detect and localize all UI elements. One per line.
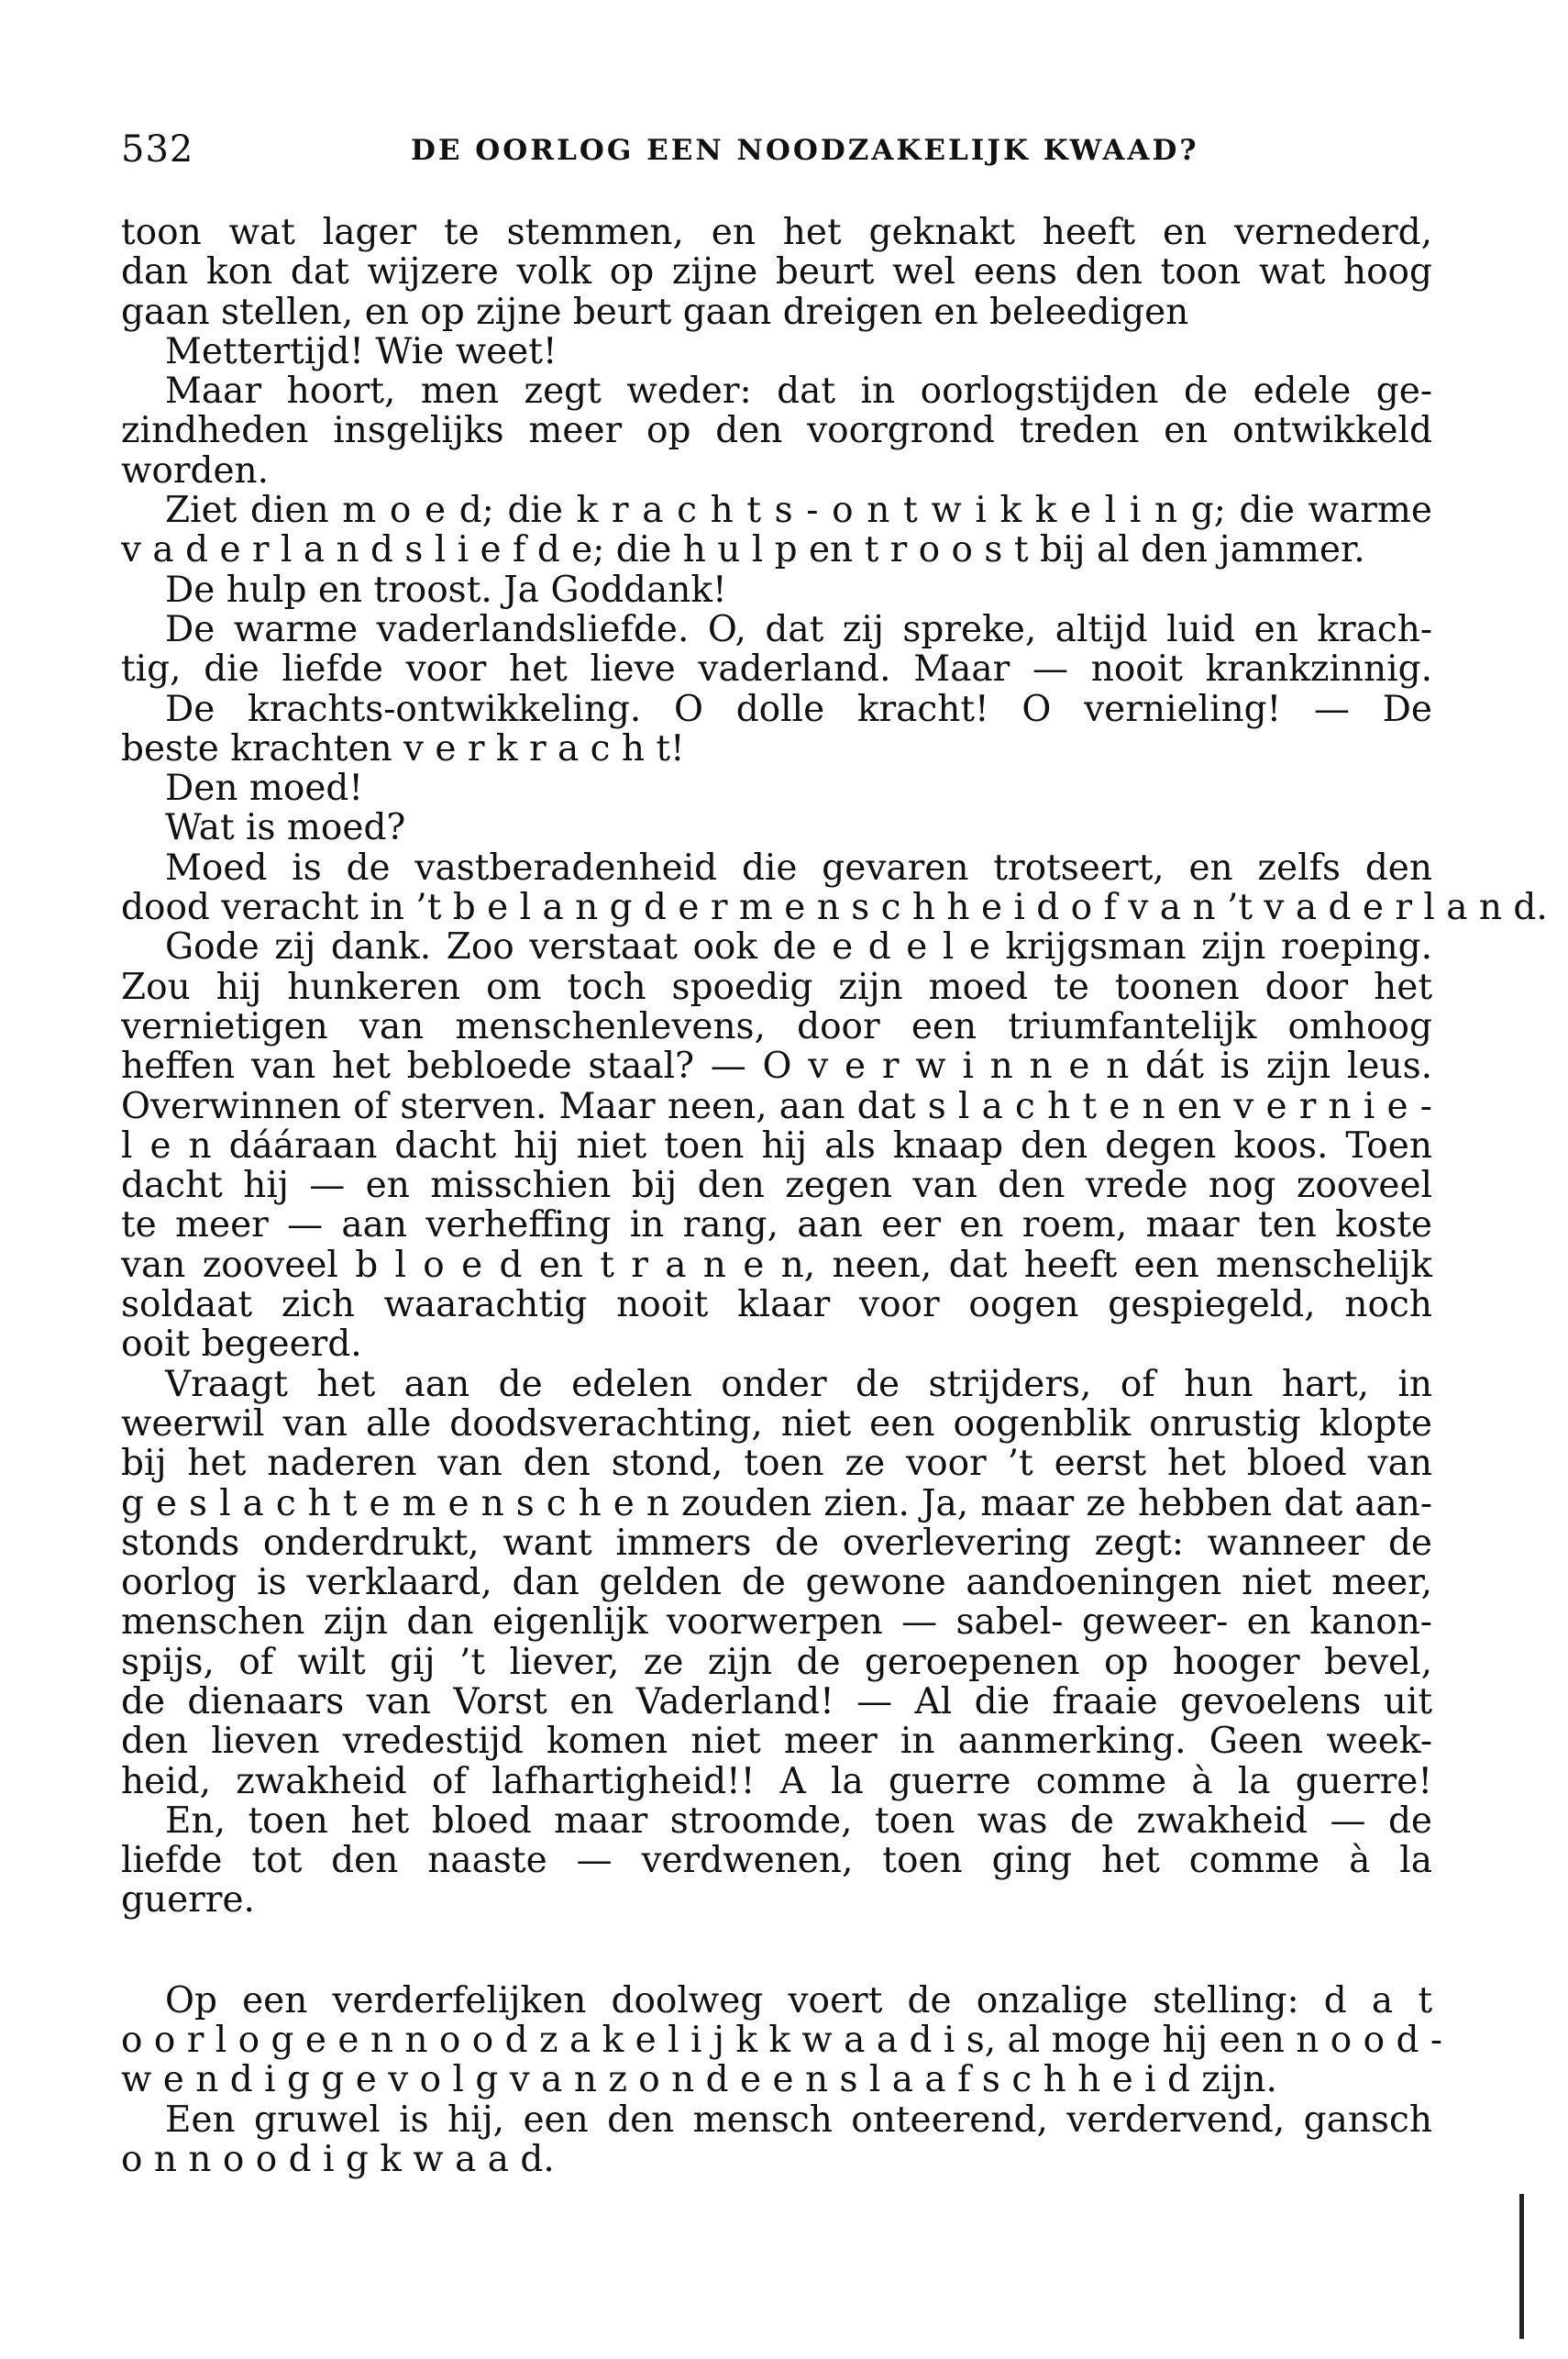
text-line: Een gruwel is hij, een den mensch onteerend, verdervend, gansch [165, 2099, 1432, 2141]
text-line: toon wat lager te stemmen, en het geknakt heeft en vernederd, [121, 212, 1432, 253]
running-title: DE OORLOG EEN NOODZAKELIJK KWAAD? [411, 134, 1199, 167]
text-line: weerwil van alle doodsverachting, niet een oogenblik onrustig klopte [121, 1402, 1432, 1445]
text-line: Wat is moed? [165, 807, 406, 849]
text-line: oorlog is verklaard, dan gelden de gewone aandoeningen niet meer, [121, 1562, 1432, 1604]
text-line: stonds onderdrukt, want immers de overlevering zegt: wanneer de [121, 1522, 1432, 1564]
text-line: De hulp en troost. Ja Goddank! [165, 569, 727, 611]
text-line: dood veracht in ’t b e l a n g d e r m e n s c h h e i d o f v a n ’t v a d e r l a n d. [121, 887, 1548, 929]
text-line: den lieven vredestijd komen niet meer in aanmerking. Geen week- [121, 1721, 1432, 1763]
text-line: de dienaars van Vorst en Vaderland! — Al die fraaie gevoelens uit [121, 1680, 1432, 1722]
text-line: vernietigen van menschenlevens, door een triumfantelijk omhoog [121, 1005, 1432, 1047]
text-line: Overwinnen of sterven. Maar neen, aan dat s l a c h t e n en v e r n i e - [121, 1085, 1432, 1127]
text-line: w e n d i g g e v o l g v a n z o n d e e n s l a a f s c h h e i d zijn. [121, 2059, 1277, 2101]
scan-edge-mark [1519, 2194, 1524, 2339]
text-line: heffen van het bebloede staal? — O v e r w i n n e n dát is zijn leus. [121, 1046, 1432, 1088]
text-line: te meer — aan verheffing in rang, aan eer en roem, maar ten koste [121, 1204, 1432, 1246]
text-line: ooit begeerd. [121, 1323, 362, 1366]
text-line: heid, zwakheid of lafhartigheid!! A la guerre comme à la guerre! [121, 1760, 1432, 1802]
text-line: Gode zij dank. Zoo verstaat ook de e d e l e krijgsman zijn roeping. [165, 926, 1432, 969]
text-line: dan kon dat wijzere volk op zijne beurt wel eens den toon wat hoog [121, 251, 1432, 293]
text-line: Vraagt het aan de edelen onder de strijders, of hun hart, in [165, 1363, 1432, 1405]
text-line: Den moed! [165, 768, 364, 810]
text-line: worden. [121, 449, 270, 492]
text-line: guerre. [121, 1879, 255, 1922]
text-line: beste krachten v e r k r a c h t! [121, 727, 685, 770]
text-line: g e s l a c h t e m e n s c h e n zouden zien. Ja, maar ze hebben dat aan- [121, 1482, 1432, 1524]
text-line: liefde tot den naaste — verdwenen, toen ging het comme à la [121, 1840, 1432, 1882]
text-line: gaan stellen, en op zijne beurt gaan dreigen en beleedigen [121, 291, 1189, 333]
text-line: van zooveel b l o e d en t r a n e n, neen, dat heeft een menschelijk [121, 1244, 1432, 1286]
text-line: l e n dááraan dacht hij niet toen hij als knaap den degen koos. Toen [121, 1124, 1432, 1167]
paragraph-gap [121, 1921, 1432, 1981]
text-line: o o r l o g e e n n o o d z a k e l i j k k w a a d i s, al moge hij een n o o d - [121, 2020, 1443, 2062]
text-line: spijs, of wilt gij ’t liever, ze zijn de geroepenen op hooger bevel, [121, 1641, 1432, 1683]
text-line: Op een verderfelijken doolweg voert de onzalige stelling: d a t [165, 1979, 1432, 2021]
text-line: dacht hij — en misschien bij den zegen van den vrede nog zooveel [121, 1165, 1432, 1207]
text-line: v a d e r l a n d s l i e f d e; die h u l p en t r o o s t bij al den jammer. [121, 529, 1365, 571]
text-line: bij het naderen van den stond, toen ze voor ’t eerst het bloed van [121, 1443, 1432, 1485]
body-text [121, 212, 1548, 2180]
text-line: En, toen het bloed maar stroomde, toen was de zwakheid — de [165, 1800, 1432, 1842]
text-line: Ziet dien m o e d; die k r a c h t s - o n t w i k k e l i n g; die warme [165, 490, 1432, 532]
running-head [121, 128, 1432, 174]
text-line: Mettertijd! Wie weet! [165, 330, 558, 372]
text-line: soldaat zich waarachtig nooit klaar voor oogen gespiegeld, noch [121, 1284, 1432, 1326]
text-line: tig, die liefde voor het lieve vaderland. Maar — nooit krankzinnig. [121, 648, 1432, 691]
text-line: menschen zijn dan eigenlijk voorwerpen — sabel- geweer- en kanon- [121, 1601, 1432, 1644]
text-line: Zou hij hunkeren om toch spoedig zijn moed te toonen door het [121, 966, 1432, 1008]
text-line: De krachts-ontwikkeling. O dolle kracht! O vernieling! — De [165, 688, 1432, 730]
text-line: Maar hoort, men zegt weder: dat in oorlogstijden de edele ge- [165, 371, 1432, 413]
text-line: Moed is de vastberadenheid die gevaren trotseert, en zelfs den [165, 847, 1432, 889]
text-line: o n n o o d i g k w a a d. [121, 2138, 555, 2180]
page-number: 532 [121, 128, 194, 171]
text-line: zindheden insgelijks meer op den voorgrond treden en ontwikkeld [121, 410, 1432, 452]
text-line: De warme vaderlandsliefde. O, dat zij spreke, altijd luid en krach- [165, 608, 1432, 650]
